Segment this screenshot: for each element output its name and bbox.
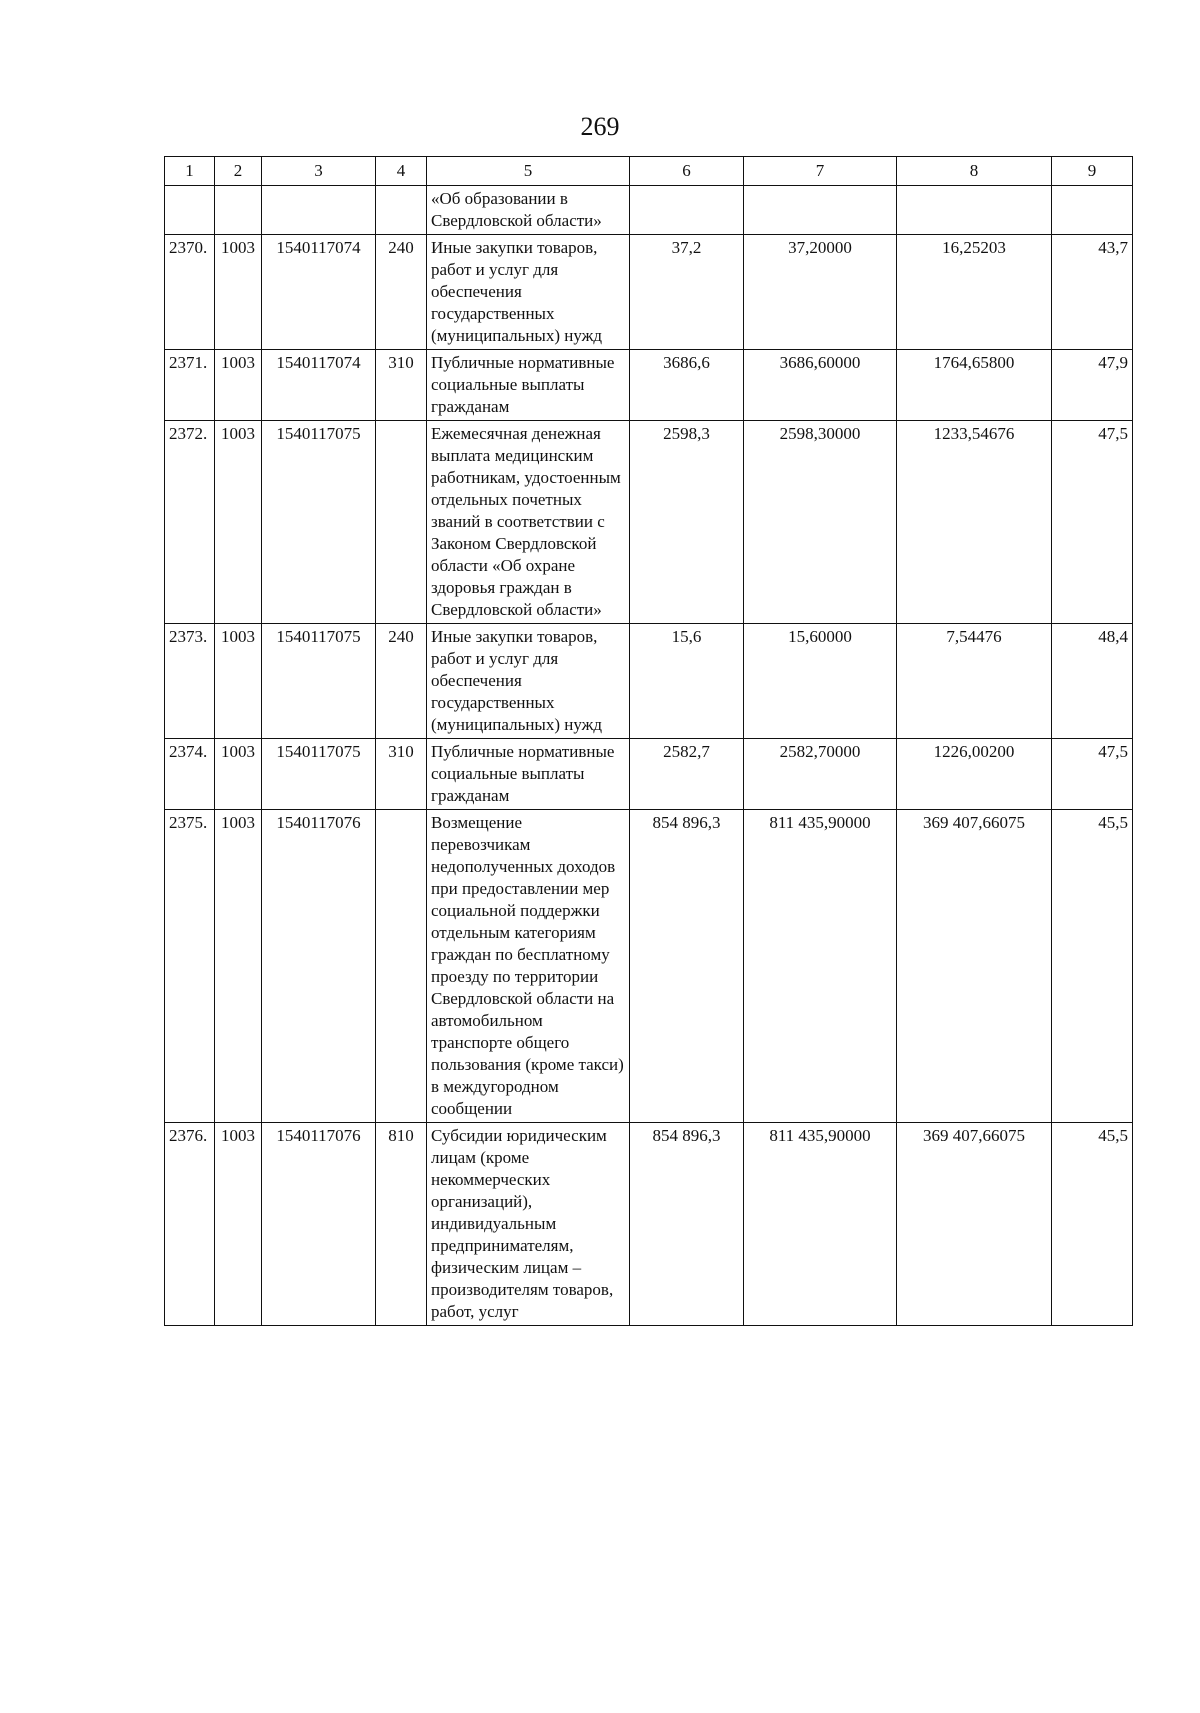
description: Субсидии юридическим лицам (кроме некоммерческих организаций), индивидуальным предпринимателям, физическим лицам – производителям товаров, работ, услуг <box>427 1123 630 1326</box>
section-code: 1003 <box>215 810 262 1123</box>
approved-amount <box>630 186 744 235</box>
execution-percent: 45,5 <box>1052 810 1133 1123</box>
column-header: 1 <box>165 157 215 186</box>
section-code: 1003 <box>215 235 262 350</box>
description: Возмещение перевозчикам недополученных доходов при предоставлении мер социальной поддержки отдельным категориям граждан по бесплатному проезду по территории Свердловской области на автомобильном транспорте общего пользования (кроме такси) в междугородном сообщении <box>427 810 630 1123</box>
column-header: 5 <box>427 157 630 186</box>
refined-amount: 2582,70000 <box>744 739 897 810</box>
page-number: 269 <box>580 112 620 141</box>
row-number: 2373. <box>165 624 215 739</box>
row-number: 2374. <box>165 739 215 810</box>
executed-amount <box>897 186 1052 235</box>
description: Иные закупки товаров, работ и услуг для обеспечения государственных (муниципальных) нужд <box>427 235 630 350</box>
description: Публичные нормативные социальные выплаты гражданам <box>427 739 630 810</box>
expense-code: 310 <box>376 739 427 810</box>
approved-amount: 854 896,3 <box>630 1123 744 1326</box>
approved-amount: 2598,3 <box>630 421 744 624</box>
target-code <box>262 186 376 235</box>
executed-amount: 16,25203 <box>897 235 1052 350</box>
row-number: 2372. <box>165 421 215 624</box>
approved-amount: 37,2 <box>630 235 744 350</box>
approved-amount: 2582,7 <box>630 739 744 810</box>
description: Ежемесячная денежная выплата медицинским работникам, удостоенным отдельных почетных званий в соответствии с Законом Свердловской области «Об охране здоровья граждан в Свердловской области» <box>427 421 630 624</box>
refined-amount: 15,60000 <box>744 624 897 739</box>
execution-percent: 43,7 <box>1052 235 1133 350</box>
table-row <box>165 624 1133 739</box>
executed-amount: 1233,54676 <box>897 421 1052 624</box>
execution-percent: 47,9 <box>1052 350 1133 421</box>
refined-amount: 37,20000 <box>744 235 897 350</box>
target-code: 1540117075 <box>262 739 376 810</box>
section-code: 1003 <box>215 1123 262 1326</box>
executed-amount: 7,54476 <box>897 624 1052 739</box>
column-header: 4 <box>376 157 427 186</box>
target-code: 1540117076 <box>262 1123 376 1326</box>
target-code: 1540117075 <box>262 421 376 624</box>
execution-percent: 45,5 <box>1052 1123 1133 1326</box>
approved-amount: 15,6 <box>630 624 744 739</box>
table-row <box>165 739 1133 810</box>
expense-code: 810 <box>376 1123 427 1326</box>
budget-table <box>164 156 1133 1326</box>
row-number: 2371. <box>165 350 215 421</box>
target-code: 1540117075 <box>262 624 376 739</box>
expense-code <box>376 421 427 624</box>
section-code: 1003 <box>215 421 262 624</box>
refined-amount: 811 435,90000 <box>744 810 897 1123</box>
refined-amount <box>744 186 897 235</box>
column-header: 9 <box>1052 157 1133 186</box>
column-header: 6 <box>630 157 744 186</box>
table-row <box>165 421 1133 624</box>
section-code <box>215 186 262 235</box>
execution-percent <box>1052 186 1133 235</box>
refined-amount: 811 435,90000 <box>744 1123 897 1326</box>
description: Иные закупки товаров, работ и услуг для обеспечения государственных (муниципальных) нужд <box>427 624 630 739</box>
description: Публичные нормативные социальные выплаты гражданам <box>427 350 630 421</box>
column-header: 2 <box>215 157 262 186</box>
table-row <box>165 350 1133 421</box>
target-code: 1540117076 <box>262 810 376 1123</box>
refined-amount: 3686,60000 <box>744 350 897 421</box>
execution-percent: 47,5 <box>1052 421 1133 624</box>
execution-percent: 48,4 <box>1052 624 1133 739</box>
expense-code <box>376 810 427 1123</box>
expense-code: 240 <box>376 235 427 350</box>
expense-code: 240 <box>376 624 427 739</box>
approved-amount: 3686,6 <box>630 350 744 421</box>
row-number <box>165 186 215 235</box>
table-row <box>165 810 1133 1123</box>
target-code: 1540117074 <box>262 350 376 421</box>
section-code: 1003 <box>215 350 262 421</box>
column-header: 3 <box>262 157 376 186</box>
executed-amount: 1764,65800 <box>897 350 1052 421</box>
row-number: 2370. <box>165 235 215 350</box>
execution-percent: 47,5 <box>1052 739 1133 810</box>
expense-code: 310 <box>376 350 427 421</box>
section-code: 1003 <box>215 624 262 739</box>
section-code: 1003 <box>215 739 262 810</box>
table-row <box>165 1123 1133 1326</box>
executed-amount: 1226,00200 <box>897 739 1052 810</box>
expense-code <box>376 186 427 235</box>
column-header: 8 <box>897 157 1052 186</box>
refined-amount: 2598,30000 <box>744 421 897 624</box>
executed-amount: 369 407,66075 <box>897 810 1052 1123</box>
executed-amount: 369 407,66075 <box>897 1123 1052 1326</box>
description: «Об образовании в Свердловской области» <box>427 186 630 235</box>
table-row <box>165 235 1133 350</box>
header-row <box>165 157 1133 186</box>
table-row <box>165 186 1133 235</box>
target-code: 1540117074 <box>262 235 376 350</box>
row-number: 2375. <box>165 810 215 1123</box>
row-number: 2376. <box>165 1123 215 1326</box>
column-header: 7 <box>744 157 897 186</box>
approved-amount: 854 896,3 <box>630 810 744 1123</box>
